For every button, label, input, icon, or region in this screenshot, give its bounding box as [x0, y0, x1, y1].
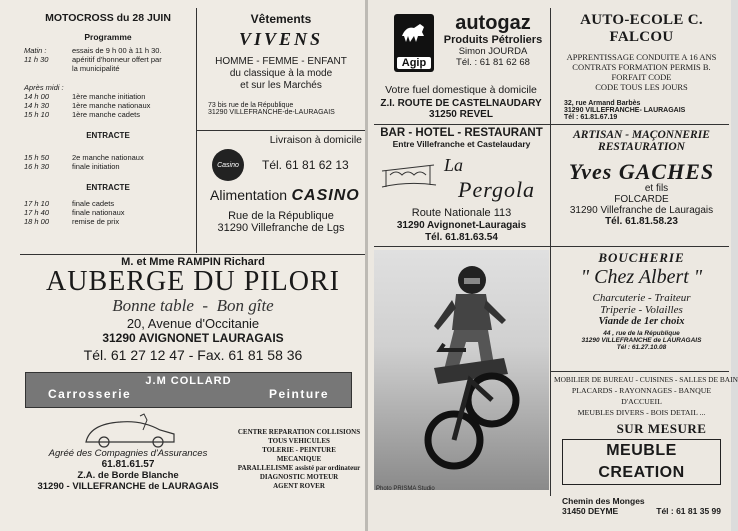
collard-name: J.M COLLARD	[145, 375, 232, 387]
agip-fuel: Votre fuel domestique à domicile Z.I. ROUTE DE CASTELNAUDARY 31250 REVEL	[380, 84, 542, 120]
auberge-name: AUBERGE DU PILORI	[46, 266, 340, 297]
entracte-2: ENTRACTE	[86, 183, 130, 192]
auberge-ad: M. et Mme RAMPIN Richard AUBERGE DU PILORI Bonne table - Bon gîte 20, Avenue d'Occitanie 31290 AVIGNONET LAURAGAIS Tél. 61 27 12 47 - Fax. 61 81 58 36	[22, 256, 364, 368]
pergola-ad: BAR - HOTEL - RESTAURANT Entre Villefranche et Castelaudary La Pergola Route Nationale 113 31290 Avignonet-Lauragais Tél. 61.81.63.54	[374, 127, 549, 245]
collard-car-illustration	[80, 412, 180, 448]
programme-label: Programme	[84, 32, 132, 42]
photo-credit: Photo PRISMA Studio	[376, 486, 435, 492]
left-page	[0, 0, 365, 531]
albert-ad: BOUCHERIE " Chez Albert " Charcuterie - Traiteur Triperie - Volailles Viande de 1er choix 44 , rue de la République 31290 VILLEFRANCHE de LAURAGAIS Tél : 61.27.10.08	[554, 250, 729, 370]
auberge-slogan: Bonne table - Bon gîte	[112, 296, 274, 315]
falcou-ad: AUTO-ECOLE C. FALCOU APPRENTISSAGE CONDUITE A 16 ANS CONTRATS FORMATION PERMIS B. FORFAIT CODE CODE TOUS LES JOURS 32, rue Armand Barbès 31290 VILLEFRANCHE- LAURAGAIS Tél : 61.81.67.19	[554, 12, 729, 122]
gaches-ad: ARTISAN - MAÇONNERIE RESTAURATION Yves GACHES et fils FOLCARDE 31290 Villefranche de Lauragais Tél. 61.81.58.23	[554, 127, 729, 245]
casino-delivery: Livraison à domicile	[269, 134, 362, 146]
pergola-illustration	[378, 155, 438, 191]
meuble-name: MEUBLE CREATION	[598, 442, 685, 481]
collard-banner: J.M COLLARD Carrosserie Peinture	[25, 372, 352, 408]
agip-title: autogaz	[455, 12, 531, 34]
motocross-photo	[374, 250, 549, 490]
pergola-name: Pergola	[458, 177, 536, 202]
motocross-rider-icon	[374, 250, 549, 490]
albert-name: " Chez Albert "	[580, 266, 703, 288]
right-page	[368, 0, 738, 531]
auberge-tel: Tél. 61 27 12 47 - Fax. 61 81 58 36	[83, 347, 303, 363]
agip-ad: autogaz Produits Pétroliers Simon JOURDA Tél. : 61 81 62 68	[438, 12, 548, 86]
collard-services: CENTRE REPARATION COLLISIONS TOUS VEHICULES TOLERIE - PEINTURE MECANIQUE PARALLELISME assisté par ordinateur DIAGNOSTIC MOTEUR AGENT ROVER	[237, 428, 361, 490]
auberge-owners: M. et Mme RAMPIN Richard	[121, 256, 265, 268]
falcou-name: AUTO-ECOLE C. FALCOU	[580, 12, 703, 45]
vivens-heading: Vêtements	[250, 12, 312, 26]
agip-logo: Agip	[394, 14, 434, 72]
meuble-ad: MOBILIER DE BUREAU - CUISINES - SALLES DE BAIN PLACARDS - RAYONNAGES - BANQUE D'ACCUEIL MEUBLES DIVERS - BOIS DETAIL ... SUR MESURE MEUBLE CREATION Chemin des Monges 31450 DEYME Tél : 61 81 35 99	[554, 375, 738, 516]
casino-tel: Tél. 61 81 62 13	[262, 158, 349, 172]
motocross-title: MOTOCROSS du 28 JUIN	[45, 12, 171, 24]
vivens-ad: Vêtements VIVENS HOMME - FEMME - ENFANT du classique à la mode et sur les Marchés 73 bis rue de la République 31290 VILLEFRANCHE-de-LAURAGAIS	[198, 12, 364, 128]
casino-name: CASINO	[291, 187, 360, 204]
gaches-name: Yves GACHES	[568, 159, 715, 184]
six-legged-dog-icon	[394, 14, 434, 52]
vivens-name: VIVENS	[238, 29, 324, 49]
meuble-name-box	[562, 439, 721, 485]
motocross-programme: MOTOCROSS du 28 JUIN Programme Matin : essais de 9 h 00 à 11 h 30. 11 h 30 apéritif d'honneur offert par la municipalité Après midi : 14 h 00 1ère manche initiation 14 h 30 1ère manche nationaux 15 h 10 1ère manche cadets ENTRACTE 15 h 50 2e manche nationaux 16 h 30 finale initiation ENTRACTE 17 h 10 finale cadets 17 h 40 finale nationaux 18 h 00 remise de prix	[24, 12, 192, 244]
casino-ad: Livraison à domicile Casino Tél. 61 81 62 13 Alimentation CASINO Rue de la République 31290 Villefranche de Lgs	[198, 134, 364, 252]
afternoon-label: Après midi :	[24, 83, 64, 92]
collard-info: Agréé des Compagnies d'Assurances 61.81.61.57 Z.A. de Borde Blanche 31290 - VILLEFRANCHE de LAURAGAIS	[37, 448, 219, 492]
casino-logo: Casino	[212, 149, 244, 181]
entracte-1: ENTRACTE	[86, 131, 130, 140]
